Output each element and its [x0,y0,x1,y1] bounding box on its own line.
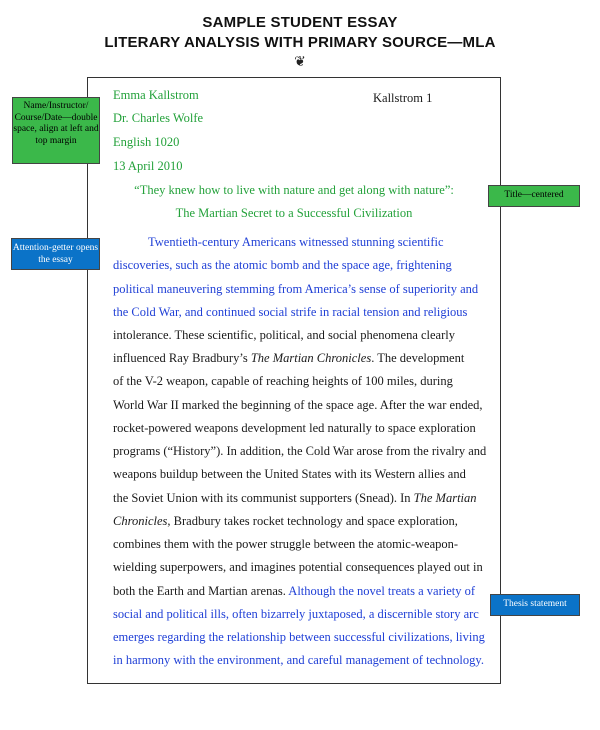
book-title: Chronicles [113,514,168,528]
body-line: both the Earth and Martian arenas. Although the novel treats a variety of [113,584,476,598]
body-line: combines them with the power struggle between the atomic-weapon- [113,537,459,551]
annotation-attention-getter: Attention-getter opens the essay [11,238,100,270]
book-title: The Martian Chronicles [250,351,372,365]
body-line: programs (“History”). In addition, the Cold War arose from the rivalry and [113,444,487,458]
heading-course: English 1020 [113,135,180,149]
body-line: Chronicles, Bradbury takes rocket technology and space exploration, [113,514,458,528]
body-line: weapons buildup between the United States with its Western allies and [113,467,466,481]
annotation-name-block: Name/Instructor/ Course/Date—double space, align at left and top margin [12,97,100,164]
body-line: discoveries, such as the atomic bomb and the space age, frightening [113,258,452,272]
essay-title-line2: The Martian Secret to a Successful Civilization [175,206,413,220]
body-line: the Soviet Union with its communist supporters (Snead). In The Martian [113,491,477,505]
ornament-icon: ❦ [294,55,306,70]
thesis-text: Although the novel treats a variety of [288,584,476,598]
body-line: social and political ills, often bizarrely juxtaposed, a discernible story arc [113,607,479,621]
body-line: emerges regarding the relationship between successful civilizations, living [113,630,485,644]
body-line: the Cold War, and continued social strife in racial tension and religious [113,305,468,319]
body-line: Twentieth-century Americans witnessed stunning scientific [148,235,444,249]
body-line: of the V-2 weapon, capable of reaching heights of 100 miles, during [113,374,453,388]
body-line: rocket-powered weapons development led naturally to space exploration [113,421,476,435]
document-subtitle: LITERARY ANALYSIS WITH PRIMARY SOURCE—MLA [104,34,496,51]
body-line: political maneuvering stemming from America’s sense of superiority and [113,282,479,296]
book-title: The Martian [413,491,477,505]
body-line: wielding superpowers, and imagines potential consequences played out in [113,560,483,574]
body-line: in harmony with the environment, and careful management of technology. [113,653,484,667]
annotation-thesis: Thesis statement [490,594,580,616]
body-line: influenced Ray Bradbury’s The Martian Chronicles. The development [113,351,465,365]
body-line: intolerance. These scientific, political, and social phenomena clearly [113,328,455,342]
heading-date: 13 April 2010 [113,159,183,173]
heading-instructor: Dr. Charles Wolfe [113,111,204,125]
document-title: SAMPLE STUDENT ESSAY [202,14,398,31]
running-head: Kallstrom 1 [373,91,433,105]
annotation-title: Title—centered [488,185,580,207]
essay-title-line1: “They knew how to live with nature and get along with nature”: [134,183,454,197]
heading-name: Emma Kallstrom [113,88,199,102]
body-line: World War II marked the beginning of the space age. After the war ended, [113,398,483,412]
